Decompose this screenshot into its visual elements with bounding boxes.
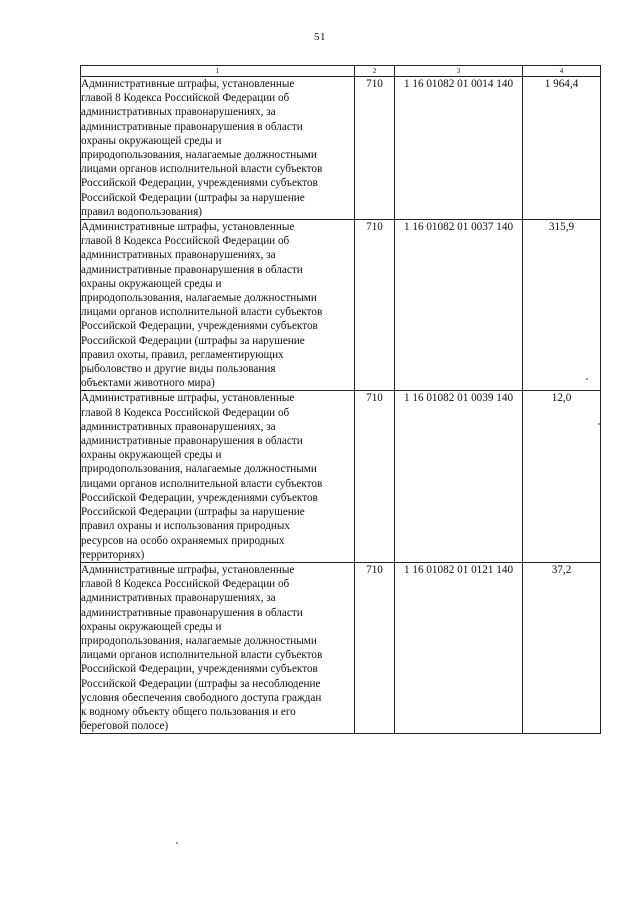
column-header-2: 2 (355, 66, 395, 77)
budget-revenue-table (80, 65, 601, 734)
description-line: административных правонарушениях, за (81, 420, 276, 433)
table-header-row (81, 66, 601, 77)
admin-code-cell: 710 (355, 220, 395, 391)
admin-code-cell: 710 (355, 391, 395, 562)
description-line: природопользования, налагаемые должностными (81, 463, 317, 476)
description-line: Российской Федерации, учреждениями субъектов (81, 177, 318, 190)
column-header-4: 4 (523, 66, 601, 77)
description-line: главой 8 Кодекса Российской Федерации об (81, 92, 290, 105)
description-line: Административные штрафы, установленные (81, 78, 295, 90)
table-body (81, 77, 601, 734)
scan-speck (598, 423, 600, 425)
amount-cell: 37,2 (523, 562, 601, 733)
description-line: рыболовство и другие виды пользования (81, 363, 276, 376)
description-line: административные правонарушения в области (81, 606, 303, 619)
scan-speck (176, 842, 178, 844)
description-line: административных правонарушениях, за (81, 106, 276, 119)
description-line: Российской Федерации (штрафы за нарушение (81, 334, 305, 347)
description-line: природопользования, налагаемые должностными (81, 634, 317, 647)
amount-cell: 1 964,4 (523, 77, 601, 220)
table-row (81, 391, 601, 562)
description-line: Российской Федерации, учреждениями субъектов (81, 320, 318, 333)
column-header-1: 1 (81, 66, 355, 77)
description-line: Административные штрафы, установленные (81, 563, 295, 576)
kbk-code-cell: 1 16 01082 01 0121 140 (395, 562, 523, 733)
table-row (81, 77, 601, 220)
description-line: лицами органов исполнительной власти субъектов (81, 163, 323, 176)
description-line: условия обеспечения свободного доступа граждан (81, 691, 322, 704)
description-line: правил охоты, правил, регламентирующих (81, 348, 284, 361)
row-description (81, 391, 355, 562)
table-row (81, 562, 601, 733)
row-description (81, 77, 355, 220)
description-line: Российской Федерации, учреждениями субъектов (81, 663, 318, 676)
description-line: Российской Федерации (штрафы за несоблюдение (81, 677, 321, 690)
description-line: объектами животного мира) (81, 377, 215, 390)
kbk-code-cell: 1 16 01082 01 0014 140 (395, 77, 523, 220)
description-line: административных правонарушениях, за (81, 592, 276, 605)
description-line: лицами органов исполнительной власти субъектов (81, 306, 323, 319)
description-line: охраны окружающей среды и (81, 277, 222, 290)
row-description (81, 562, 355, 733)
description-line: ресурсов на особо охраняемых природных (81, 534, 285, 547)
kbk-code-cell: 1 16 01082 01 0039 140 (395, 391, 523, 562)
description-line: природопользования, налагаемые должностными (81, 149, 317, 162)
description-line: природопользования, налагаемые должностными (81, 292, 317, 305)
description-line: охраны окружающей среды и (81, 134, 222, 147)
column-header-3: 3 (395, 66, 523, 77)
scan-speck (586, 378, 588, 380)
description-line: лицами органов исполнительной власти субъектов (81, 477, 323, 490)
description-line: главой 8 Кодекса Российской Федерации об (81, 406, 290, 419)
description-line: береговой полосе) (81, 720, 169, 733)
description-line: административные правонарушения в области (81, 435, 303, 448)
description-line: Административные штрафы, установленные (81, 392, 295, 405)
description-line: правил водопользования) (81, 205, 202, 218)
description-line: Российской Федерации (штрафы за нарушение (81, 506, 305, 519)
row-description (81, 220, 355, 391)
description-line: охраны окружающей среды и (81, 449, 222, 462)
admin-code-cell: 710 (355, 562, 395, 733)
description-line: охраны окружающей среды и (81, 620, 222, 633)
amount-cell: 315,9 (523, 220, 601, 391)
description-line: территориях) (81, 548, 145, 561)
description-line: правил охраны и использования природных (81, 520, 291, 533)
amount-cell: 12,0 (523, 391, 601, 562)
description-line: Российской Федерации (штрафы за нарушение (81, 191, 305, 204)
page-number: 51 (314, 31, 326, 43)
description-line: лицами органов исполнительной власти субъектов (81, 649, 323, 662)
description-line: Административные штрафы, установленные (81, 221, 295, 234)
description-line: к водному объекту общего пользования и его (81, 705, 296, 718)
table-row (81, 220, 601, 391)
description-line: главой 8 Кодекса Российской Федерации об (81, 578, 290, 591)
description-line: административных правонарушениях, за (81, 249, 276, 262)
description-line: административные правонарушения в области (81, 120, 303, 133)
description-line: Российской Федерации, учреждениями субъектов (81, 491, 318, 504)
description-line: главой 8 Кодекса Российской Федерации об (81, 235, 290, 248)
kbk-code-cell: 1 16 01082 01 0037 140 (395, 220, 523, 391)
admin-code-cell: 710 (355, 77, 395, 220)
description-line: административные правонарушения в области (81, 263, 303, 276)
